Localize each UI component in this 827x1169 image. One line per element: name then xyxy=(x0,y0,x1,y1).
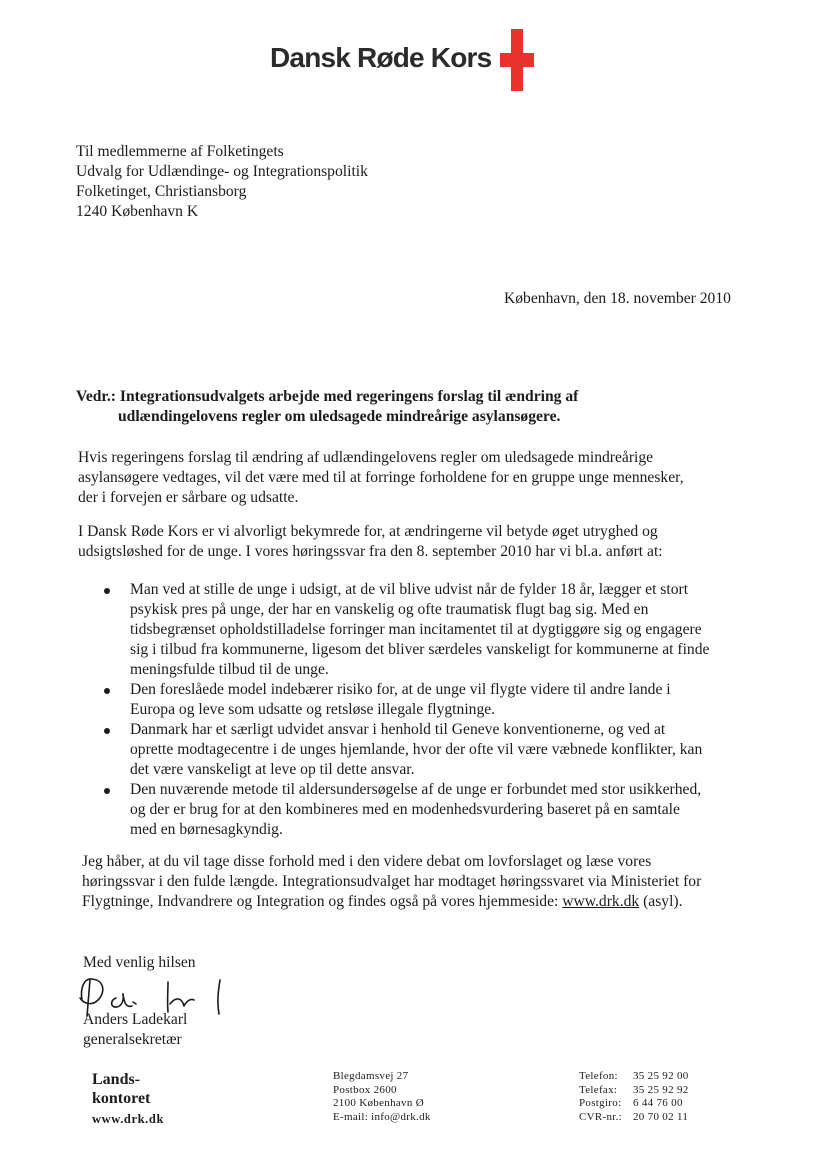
closing-greeting: Med venlig hilsen xyxy=(83,954,196,971)
footer-address xyxy=(333,1070,431,1124)
bullet-dot-icon xyxy=(104,728,110,734)
recipient-line: Udvalg for Udlændinge- og Integrationspolitik xyxy=(76,163,368,180)
signer-title: generalsekretær xyxy=(83,1031,182,1048)
contact-label: Postgiro: xyxy=(579,1097,622,1110)
bullet-line: psykisk pres på unge, der har en vanskelig og ofte traumatisk flugt bag sig. Med en xyxy=(130,601,649,618)
paragraph-3 xyxy=(82,852,701,912)
signer-block xyxy=(83,1010,187,1050)
bullet-list xyxy=(104,580,709,840)
recipient-line: Folketinget, Christiansborg xyxy=(76,183,247,200)
contact-row-fax xyxy=(579,1084,689,1098)
paragraph-line: udsigtsløshed for de unge. I vores høringssvar fra den 8. september 2010 har vi bl.a. anført at: xyxy=(78,543,663,560)
bullet-line: Den nuværende metode til aldersundersøgelse af de unge er forbundet med stor usikkerhed, xyxy=(130,781,702,798)
footer-contact xyxy=(579,1070,689,1124)
footer-office-line: kontoret xyxy=(92,1090,151,1107)
bullet-item xyxy=(104,780,709,840)
footer-office xyxy=(92,1070,164,1129)
logo-text: Dansk Røde Kors xyxy=(270,42,492,73)
recipient-address xyxy=(76,142,368,222)
signer-name: Anders Ladekarl xyxy=(83,1011,188,1028)
bullet-dot-icon xyxy=(104,588,110,594)
paragraph-line: høringssvar i den fulde længde. Integrationsudvalget har modtaget høringssvaret via Ministeriet for xyxy=(82,873,702,890)
contact-label: CVR-nr.: xyxy=(579,1110,623,1123)
bullet-line: Europa og leve som udsatte og retsløse illegale flygtninge. xyxy=(130,701,496,718)
paragraph-text: (asyl). xyxy=(639,893,683,910)
bullet-line: tidsbegrænset opholdstilladelse forringer man incitamentet til at dygtiggøre sig og engagere xyxy=(130,621,702,638)
bullet-item xyxy=(104,580,709,680)
contact-value: 35 25 92 00 xyxy=(633,1070,689,1082)
paragraph-line: der i forvejen er sårbare og udsatte. xyxy=(78,489,299,506)
website-link[interactable]: www.drk.dk xyxy=(562,893,640,910)
contact-value: 6 44 76 00 xyxy=(633,1097,683,1110)
logo xyxy=(270,28,566,94)
subject-line-2: udlændingelovens regler om uledsagede mindreårige asylansøgere. xyxy=(118,408,561,425)
footer-website: www.drk.dk xyxy=(92,1112,164,1126)
bullet-line: og der er brug for at den kombineres med en modenhedsvurdering baseret på en samtale xyxy=(130,801,680,818)
paragraph-line xyxy=(82,892,701,912)
contact-label: Telefax: xyxy=(579,1083,618,1096)
recipient-line: 1240 København K xyxy=(76,203,199,220)
bullet-line: oprette modtagecentre i de unges hjemlande, hvor der ofte vil være væbnede konflikter, kan xyxy=(130,741,703,758)
footer-address-line: Blegdamsvej 27 xyxy=(333,1070,409,1082)
footer-email: E-mail: info@drk.dk xyxy=(333,1110,431,1123)
paragraph-2 xyxy=(78,522,663,562)
subject-heading xyxy=(76,387,578,427)
bullet-line: Danmark har et særligt udvidet ansvar i henhold til Geneve konventionerne, og ved at xyxy=(130,721,666,738)
paragraph-line: asylansøgere vedtages, vil det være med til at forringe forholdene for en gruppe unge mennesker, xyxy=(78,469,684,486)
date-line: København, den 18. november 2010 xyxy=(504,290,731,307)
footer-address-line: 2100 København Ø xyxy=(333,1097,424,1110)
contact-label: Telefon: xyxy=(579,1070,618,1082)
footer-address-line: Postbox 2600 xyxy=(333,1083,397,1096)
subject-line-1: Vedr.: Integrationsudvalgets arbejde med regeringens forslag til ændring af xyxy=(76,388,579,405)
bullet-line: med en børnesagkyndig. xyxy=(130,821,283,838)
contact-value: 20 70 02 11 xyxy=(633,1110,689,1123)
bullet-line: Den foreslåede model indebærer risiko for, at de unge vil flygte videre til andre lande i xyxy=(130,681,671,698)
bullet-item xyxy=(104,680,709,720)
paragraph-line: I Dansk Røde Kors er vi alvorligt bekymrede for, at ændringerne vil betyde øget utryghed og xyxy=(78,523,658,540)
red-cross-icon xyxy=(500,29,534,91)
contact-row-postgiro xyxy=(579,1097,689,1111)
bullet-dot-icon xyxy=(104,688,110,694)
paragraph-line: Jeg håber, at du vil tage disse forhold med i den videre debat om lovforslaget og læse vores xyxy=(82,853,652,870)
paragraph-line: Hvis regeringens forslag til ændring af udlændingelovens regler om uledsagede mindreårige xyxy=(78,449,654,466)
contact-row-cvr xyxy=(579,1111,689,1125)
paragraph-text: Flygtninge, Indvandrere og Integration og findes også på vores hjemmeside: xyxy=(82,893,563,910)
bullet-dot-icon xyxy=(104,788,110,794)
footer-office-line: Lands- xyxy=(92,1071,141,1088)
paragraph-1 xyxy=(78,448,684,508)
contact-row-phone xyxy=(579,1070,689,1084)
contact-value: 35 25 92 92 xyxy=(633,1083,689,1096)
bullet-line: sig i tilbud fra kommunerne, ligesom det bliver særdeles vanskeligt for kommunerne at finde xyxy=(130,641,710,658)
bullet-line: Man ved at stille de unge i udsigt, at de vil blive udvist når de fylder 18 år, lægger et stort xyxy=(130,581,689,598)
bullet-line: meningsfulde tilbud til de unge. xyxy=(130,661,329,678)
bullet-line: det være vanskeligt at leve op til dette ansvar. xyxy=(130,761,415,778)
bullet-item xyxy=(104,720,709,780)
recipient-line: Til medlemmerne af Folketingets xyxy=(76,143,284,160)
